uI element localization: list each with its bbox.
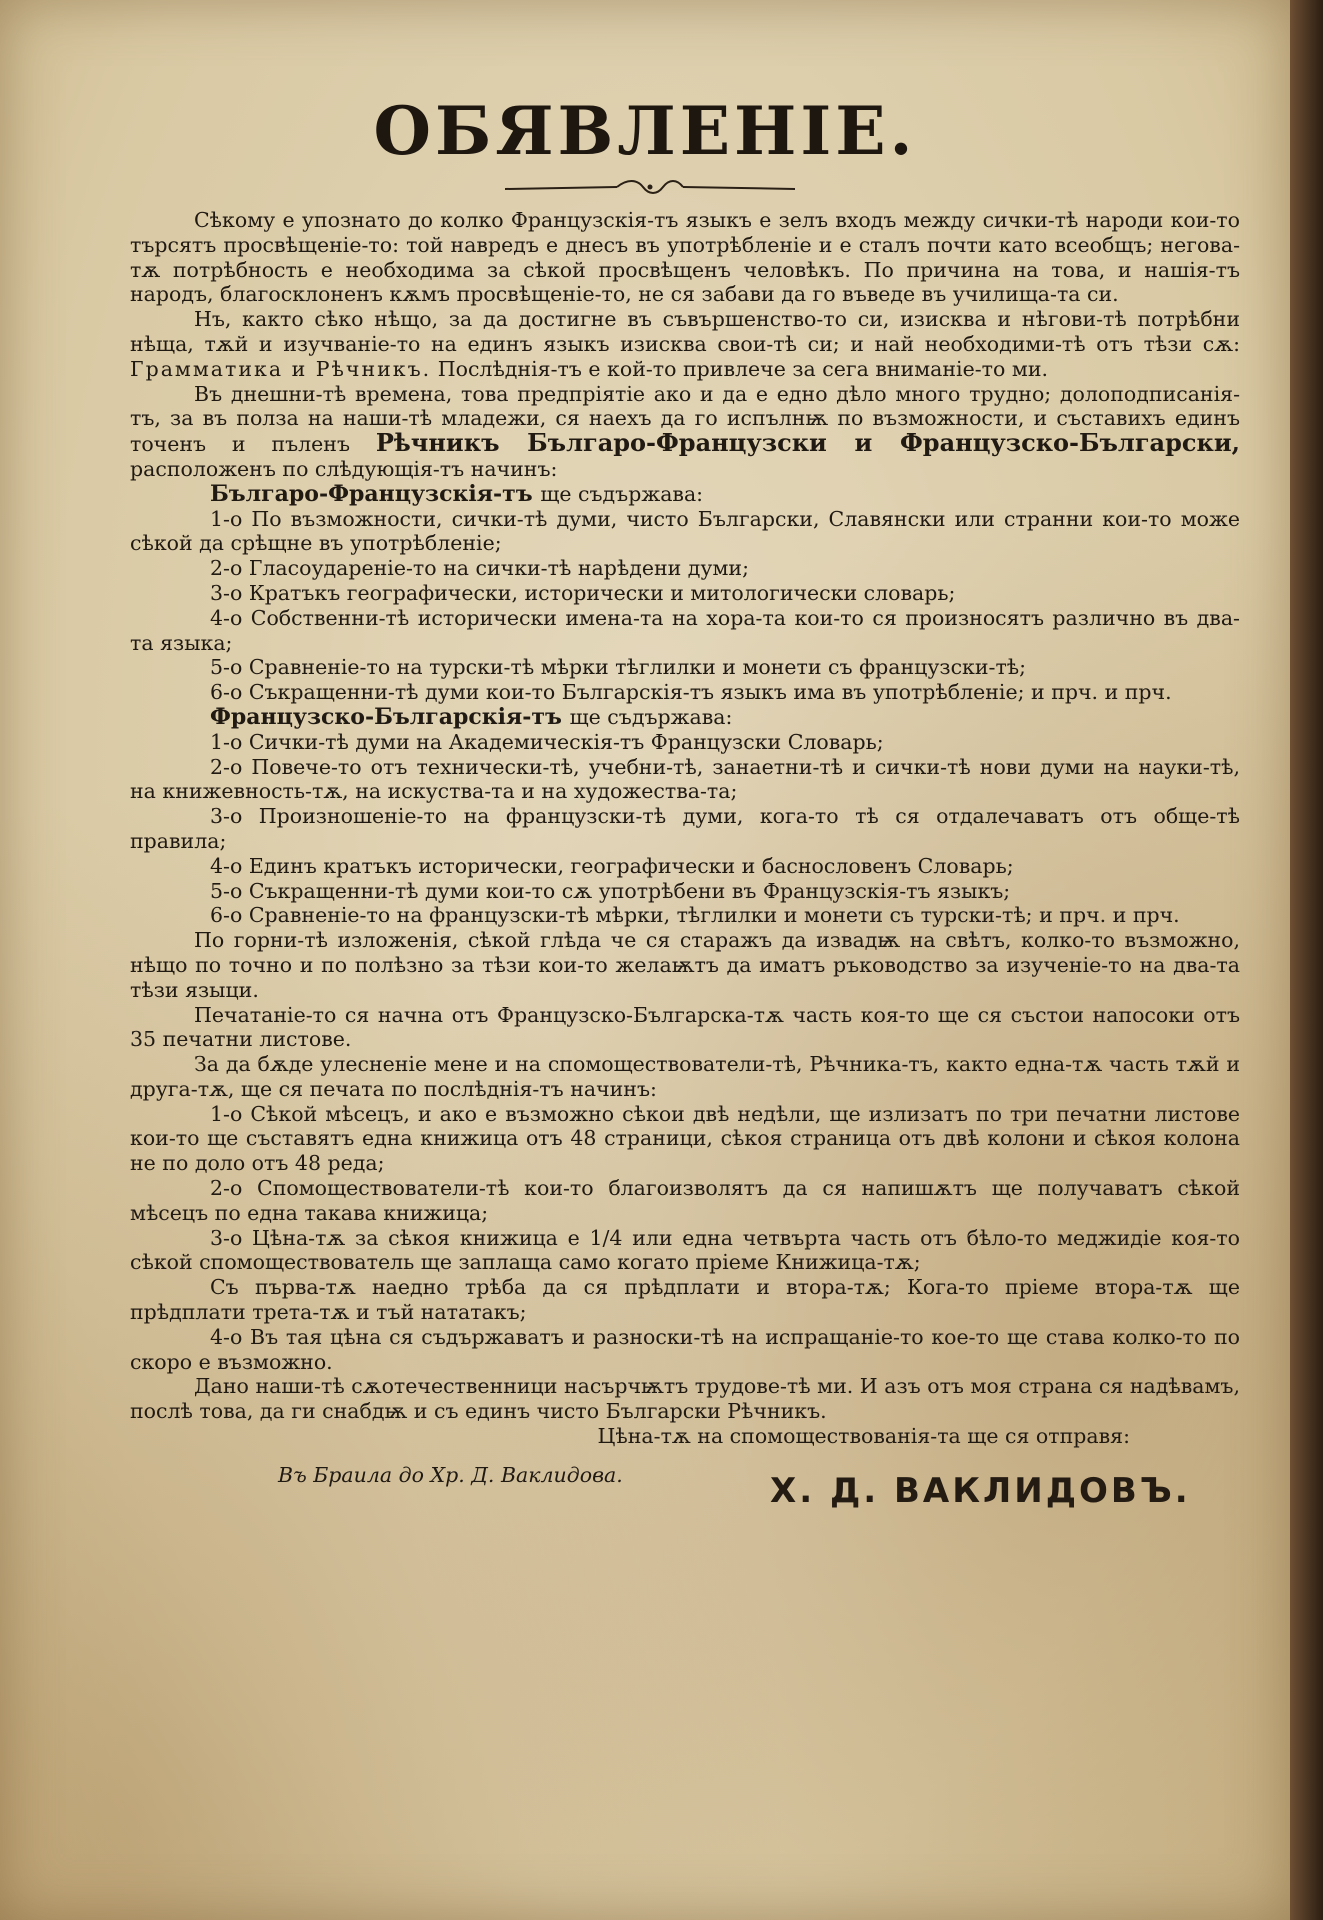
terms-item: 1-о Сѣкой мѣсецъ, и ако е възможно сѣкои двѣ недѣли, ще излизатъ по три печатни листове кои-то ще съставятъ една книжица отъ 48 страници, сѣкоя страница отъ двѣ колони и сѣкоя колона не по доло отъ 48 реда; <box>130 1101 1240 1176</box>
list-item: 6-о Сравненіе-то на французски-тѣ мѣрки, тѣглилки и монети съ турски-тѣ; и прч. и прч. <box>210 903 1180 928</box>
paragraph-purpose: По горни-тѣ изложенія, сѣкой глѣда че ся старажъ да извадѭ на свѣтъ, колко-то възможно, нѣщо по точно и по полѣзно за тѣзи кои-то желаѭтъ да иматъ ръководство за изученіе-то на два-та тѣзи языци. <box>130 928 1240 1002</box>
section-heading-bg-fr <box>130 482 1240 507</box>
paragraph-subscribers: За да бѫде улесненіе мене и на спомоществователи-тѣ, Рѣчника-тъ, както една-тѫ часть тѫй и друга-тѫ, ще ся печата по послѣднія-тъ начинъ: <box>130 1052 1240 1101</box>
list-item: 1-о По възможности, сички-тѣ думи, чисто Български, Славянски или странни кои-то може сѣкой да срѣщне въ употрѣбленіе; <box>130 506 1240 556</box>
list-item: 5-о Сравненіе-то на турски-тѣ мѣрки тѣглилки и монети съ французски-тѣ; <box>210 655 1027 680</box>
grammar-dictionary-label: Граммaтика и Рѣчникъ. <box>130 356 432 381</box>
price-note: Цѣна-тѫ на спомоществованія-та ще ся отправя: <box>597 1424 1130 1449</box>
terms-item: Съ първа-тѫ наедно трѣба да ся прѣдплати и втора-тѫ; Кога-то пріеме втора-тѫ ще прѣдплати трета-тѫ и тъй нататакъ; <box>130 1275 1240 1325</box>
document-body <box>130 208 1240 1525</box>
section-heading-fr-bg-tail: ще съдържава: <box>569 704 733 729</box>
list-item: 3-о Кратъкъ географически, исторически и митологически словарь; <box>210 580 956 605</box>
paragraph-undertaking <box>130 382 1240 482</box>
terms-item: 4-о Въ тая цѣна ся съдържаватъ и разноски-тѣ на испращаніе-то кое-то ще става колко-то по скоро е възможно. <box>130 1324 1240 1374</box>
list-item: 6-о Съкращенни-тѣ думи кои-то Българскія-тъ языкъ има въ употрѣбленіе; и прч. и прч. <box>210 680 1172 705</box>
list-item: 4-о Собственни-тѣ исторически имена-та на хора-та кои-то ся произносятъ различно въ два-та языка; <box>130 605 1240 655</box>
terms-item: 3-о Цѣна-тѫ за сѣкоя книжица е 1/4 или една четвърта часть отъ бѣло-то меджидіе коя-то сѣкой спомоществователь ще заплаща само когато пріеме Книжица-тѫ; <box>130 1225 1240 1275</box>
ornament-divider-icon <box>505 177 795 199</box>
paragraph-printing: Печатаніе-то ся начна отъ Французско-Българска-тѫ часть коя-то ще ся състои напосоки отъ 35 печатни листове. <box>130 1002 1240 1052</box>
signature-row <box>130 1455 1240 1525</box>
paragraph-final: Дано наши-тѣ сѫотечественници насърчѭтъ трудове-тѣ ми. И азъ отъ моя страна ся надѣвамъ, послѣ това, да ги снабдѭ и съ единъ чисто Български Рѣчникъ. <box>130 1374 1240 1424</box>
section-heading-fr-bg <box>130 705 1240 730</box>
page-edge-shadow <box>1290 0 1323 1920</box>
list-item: 4-о Единъ кратъкъ исторически, географически и баснословенъ Словарь; <box>210 853 1014 878</box>
section-heading-bg-fr-title: Българо-Французскія-тъ <box>210 480 533 507</box>
list-item: 1-о Сички-тѣ думи на Академическія-тъ Французски Словарь; <box>210 729 884 754</box>
list-item: 2-о Гласоудареніе-то на сички-тѣ нарѣдени думи; <box>210 556 749 581</box>
list-item: 5-о Съкращенни-тѣ думи кои-то сѫ употрѣбени въ Французскія-тъ языкъ; <box>210 878 1011 903</box>
signature: Х. Д. ВАКЛИДОВЪ. <box>770 1470 1191 1511</box>
address-line: Въ Браила до Хр. Д. Ваклидова. <box>278 1462 623 1487</box>
terms-item: 2-о Спомоществователи-тѣ кои-то благоизволятъ да ся напишѫтъ ще получаватъ сѣкой мѣсецъ по една такава книжица; <box>130 1176 1240 1225</box>
section-heading-bg-fr-tail: ще съдържава: <box>540 481 704 506</box>
paragraph-needs <box>130 307 1240 381</box>
dictionary-name: Рѣчникъ Българо-Французски и Французско-Български, <box>375 428 1240 458</box>
paragraph-undertaking-tail: расположенъ по слѣдующія-тъ начинъ: <box>130 456 558 481</box>
paragraph-needs-tail: Послѣднія-тъ е кой-то привлече за сега вниманіе-то ми. <box>437 356 1048 381</box>
section-heading-fr-bg-title: Французско-Българскія-тъ <box>210 703 562 730</box>
list-item: 3-о Произношеніе-то на французски-тѣ думи, кога-то тѣ ся отдалечаватъ отъ обще-тѣ правила; <box>130 804 1240 853</box>
list-item: 2-о Повече-то отъ технически-тѣ, учебни-тѣ, занаетни-тѣ и сички-тѣ нови думи на науки-тѣ, на книжевность-тѫ, на искуства-та и на художества-та; <box>130 754 1240 804</box>
page-title: ОБЯВЛЕНІЕ. <box>373 92 917 170</box>
paragraph-needs-text: Нъ, както сѣко нѣщо, за да достигне въ съвършенство-то си, изисква и нѣгови-тѣ потрѣбни нѣща, тѫй и изучваніе-то на единъ языкъ изисква свои-тѣ си; и най необходими-тѣ отъ тѣзи сѫ: <box>130 307 1240 356</box>
paragraph-intro: Сѣкому е упознато до колко Французскія-тъ языкъ е зелъ входъ между сички-тѣ народи кои-то търсятъ просвѣщеніе-то: той навредъ е днесъ въ употрѣбленіе и е сталъ почти като всеобщъ; негова-тѫ потрѣбность е необходима за сѣкой просвѣщенъ человѣкъ. По причина на това, и нашія-тъ народъ, благосклоненъ кѫмъ просвѣщеніе-то, не ся забави да го въведе въ училища-та си. <box>130 208 1240 307</box>
paragraph-undertaking-text: Въ днешни-тѣ времена, това предпріятіе ако и да е едно дѣло много трудно; долоподписанія-тъ, за въ полза на наши-тѣ младежи, ся наехъ да го испълнѭ по възможности, и съставихъ единъ точенъ и пъленъ <box>130 381 1240 457</box>
